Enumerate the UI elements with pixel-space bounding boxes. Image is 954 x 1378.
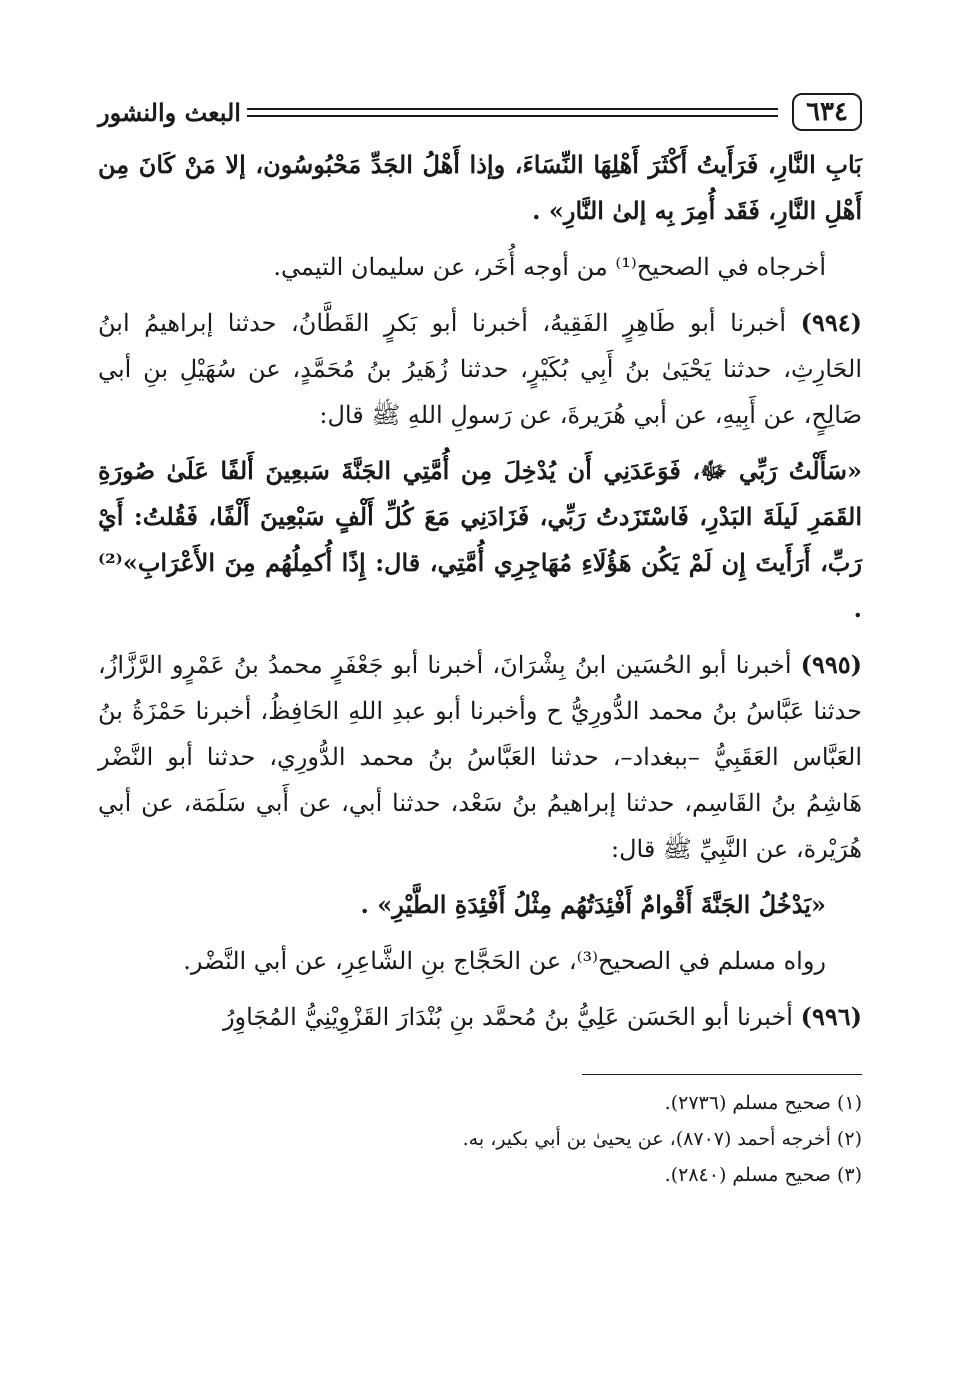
running-header <box>98 86 862 138</box>
hadith-number: (٩٩٦) <box>800 1002 862 1031</box>
running-title: البعث والنشور <box>98 97 241 127</box>
hadith-number: (٩٩٤) <box>800 308 862 337</box>
body-text <box>98 142 862 1040</box>
book-page <box>98 86 862 1336</box>
hadith-994 <box>98 300 862 438</box>
isnad-text: أخبرنا أبو الحَسَن عَلِيُّ بنُ مُحمَّد بنِ بُنْدَارَ القَزْوِيْنِيُّ المُجَاوِرُ <box>222 1003 793 1031</box>
page-number: ٦٣٤ <box>792 93 862 131</box>
footnote: (١) صحيح مسلم (٢٧٣٦). <box>664 1092 862 1114</box>
footnote: (٢) أخرجه أحمد (٨٧٠٧)، عن يحيىٰ بن أبي بكير، به. <box>462 1128 862 1150</box>
hadith-996 <box>98 994 862 1040</box>
isnad-text: أخبرنا أبو طَاهِرٍ الفَقِيهُ، أخبرنا أبو بَكرٍ القَطَّانُ، حدثنا إبراهيمُ ابنُ الحَارِثِ، حدثنا يَحْيَىٰ بنُ أَبِي بُكَيْرٍ، حدثنا زُهَيرُ بنُ مُحَمَّدٍ، عن سُهَيْلِ بنِ أبي صَالِحٍ، عن أَبِيهِ، عن أبي هُرَيرةَ، عن رَسولِ اللهِ ﷺ قال: <box>98 309 862 429</box>
paragraph-takhrij: أخرجاه في الصحيح⁽¹⁾ من أوجه أُخَر، عن سليمان التيمي. <box>273 253 826 281</box>
footnote-rule <box>582 1074 862 1075</box>
hadith-995 <box>98 642 862 872</box>
hadith-number: (٩٩٥) <box>800 650 862 679</box>
footnote: (٣) صحيح مسلم (٢٨٤٠). <box>664 1164 862 1186</box>
paragraph-takhrij: رواه مسلم في الصحيح⁽³⁾، عن الحَجَّاج بنِ الشَّاعِرِ، عن أبي النَّضْر. <box>183 947 826 975</box>
hadith-quote: «سَأَلْتُ رَبِّي ﷻ، فَوَعَدَنِي أَن يُدْخِلَ مِن أُمَّتِي الجَنَّةَ سَبعِينَ أَلفًا عَلَىٰ صُورَةِ القَمَرِ لَيلَةَ البَدْرِ، فَاسْتَزَدتُ رَبِّي، فَزَادَنِي مَعَ كُلِّ أَلْفٍ سَبْعِينَ أَلْفًا، فَقُلتُ: أَيْ رَبِّ، أَرَأَيتَ إِن لَمْ يَكُن هَؤُلَاءِ مُهَاجِرِي أُمَّتِي، قال: إِذًا أُكمِلُهُم مِنَ الأَعْرَابِ»⁽²⁾ . <box>98 456 862 623</box>
header-rule <box>247 108 778 117</box>
hadith-quote-continued: بَابِ النَّارِ، فَرَأَيتُ أَكْثَرَ أَهْلِهَا النِّسَاءَ، وإذا أَهْلُ الجَدِّ مَحْبُوسُون، إلا مَنْ كَانَ مِن أَهْلِ النَّارِ، فَقَد أُمِرَ بِه إلىٰ النَّارِ» . <box>98 150 862 225</box>
footnotes <box>98 1085 862 1193</box>
isnad-text: أخبرنا أبو الحُسَين ابنُ بِشْرَانَ، أخبرنا أبو جَعْفَرٍ محمدُ بنُ عَمْرٍو الرَّزَّازُ، حدثنا عَبَّاسُ بنُ محمد الدُّورِيُّ ح وأخبرنا أبو عبدِ اللهِ الحَافِظُ، أخبرنا حَمْزَةُ بنُ العَبَّاس العَقَبِيُّ –ببغداد–، حدثنا العَبَّاسُ بنُ محمد الدُّورِي، حدثنا أبو النَّضْر هَاشِمُ بنُ القَاسِم، حدثنا إبراهيمُ بنُ سَعْد، حدثنا أبي، عن أَبي سَلَمَة، عن أبي هُرَيْرة، عن النَّبِيِّ ﷺ قال: <box>98 651 862 863</box>
hadith-quote: «يَدْخُلُ الجَنَّةَ أَقْوامٌ أَفْئِدَتُهُم مِثْلُ أَفْئِدَةِ الطَّيْرِ» . <box>360 890 826 919</box>
